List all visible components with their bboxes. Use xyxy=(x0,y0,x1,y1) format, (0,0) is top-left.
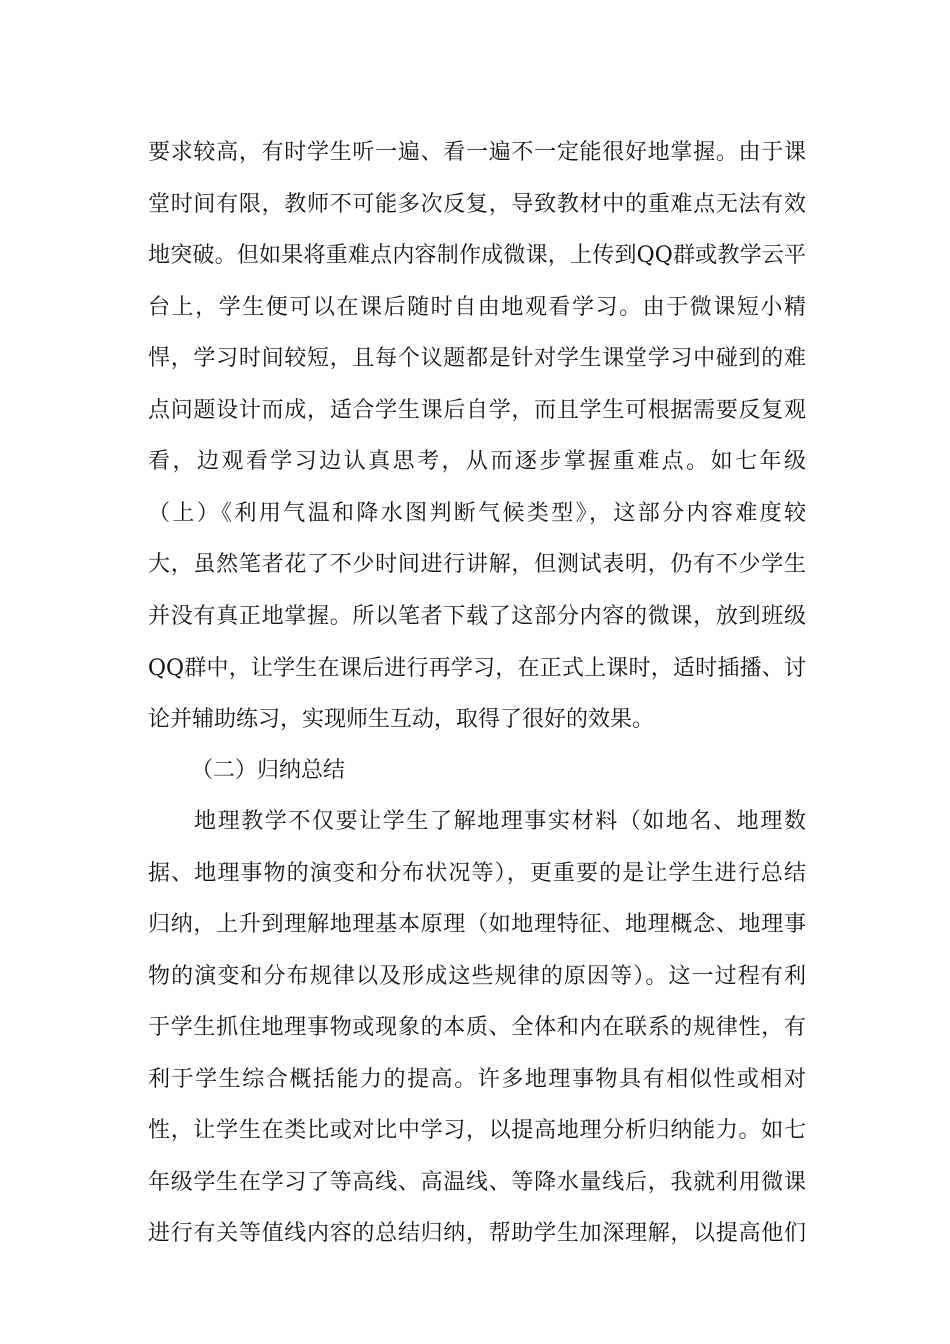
paragraph-1-line-5: 悍，学习时间较短，且每个议题都是针对学生课堂学习中碰到的难 xyxy=(148,346,806,371)
paragraph-1-line-9: 大，虽然笔者花了不少时间进行讲解，但测试表明，仍有不少学生 xyxy=(148,552,806,577)
paragraph-2-line-5: 于学生抓住地理事物或现象的本质、全体和内在联系的规律性，有 xyxy=(148,1015,806,1040)
paragraph-1-line-3: 地突破。但如果将重难点内容制作成微课，上传到QQ群或教学云平 xyxy=(148,243,806,268)
paragraph-2-line-7: 性，让学生在类比或对比中学习，以提高地理分析归纳能力。如七 xyxy=(148,1118,806,1143)
paragraph-1-line-4: 台上，学生便可以在课后随时自由地观看学习。由于微课短小精 xyxy=(148,295,806,320)
paragraph-1-line-2: 堂时间有限，教师不可能多次反复，导致教材中的重难点无法有效 xyxy=(148,192,806,217)
paragraph-2-line-4: 物的演变和分布规律以及形成这些规律的原因等）。这一过程有利 xyxy=(148,964,806,989)
paragraph-1-line-1: 要求较高，有时学生听一遍、看一遍不一定能很好地掌握。由于课 xyxy=(148,140,806,165)
paragraph-2-line-8: 年级学生在学习了等高线、高温线、等降水量线后，我就利用微课 xyxy=(148,1170,806,1195)
paragraph-1-line-12: 论并辅助练习，实现师生互动，取得了很好的效果。 xyxy=(148,707,655,732)
paragraph-2-line-1: 地理教学不仅要让学生了解地理事实材料（如地名、地理数 xyxy=(194,809,806,834)
paragraph-1-line-8: （上）《利用气温和降水图判断气候类型》，这部分内容难度较 xyxy=(148,501,806,526)
paragraph-1-line-6: 点问题设计而成，适合学生课后自学，而且学生可根据需要反复观 xyxy=(148,398,806,423)
paragraph-1-line-7: 看，边观看学习边认真思考，从而逐步掌握重难点。如七年级 xyxy=(148,449,806,474)
section-heading: （二）归纳总结 xyxy=(191,758,346,783)
paragraph-1-line-10: 并没有真正地掌握。所以笔者下载了这部分内容的微课，放到班级 xyxy=(148,604,806,629)
paragraph-2-line-9: 进行有关等值线内容的总结归纳，帮助学生加深理解，以提高他们 xyxy=(148,1221,806,1246)
paragraph-2-line-2: 据、地理事物的演变和分布状况等），更重要的是让学生进行总结 xyxy=(148,861,806,886)
paragraph-2-line-6: 利于学生综合概括能力的提高。许多地理事物具有相似性或相对 xyxy=(148,1067,806,1092)
paragraph-2-line-3: 归纳，上升到理解地理基本原理（如地理特征、地理概念、地理事 xyxy=(148,912,806,937)
paragraph-1-line-11: QQ群中，让学生在课后进行再学习，在正式上课时，适时插播、讨 xyxy=(148,656,806,681)
